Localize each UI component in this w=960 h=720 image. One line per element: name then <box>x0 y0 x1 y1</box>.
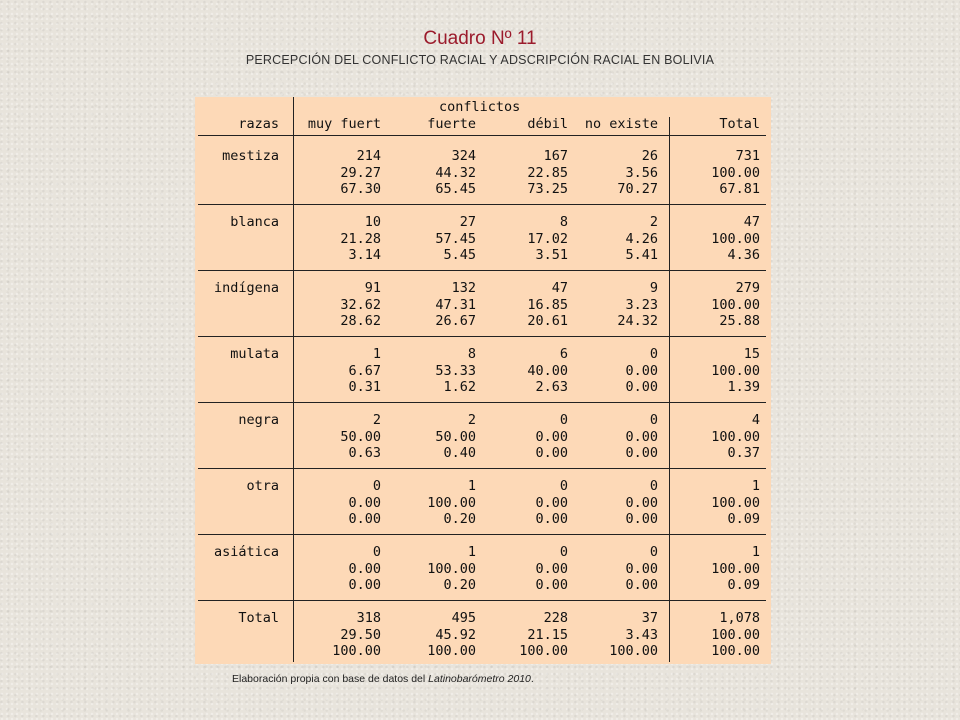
table-cell: 65.45 <box>435 181 476 197</box>
table-cell: 37 <box>641 610 658 626</box>
table-cell: 21.28 <box>340 230 381 247</box>
table-cell: 3.56 <box>625 164 658 181</box>
table-cell: 3.43 <box>625 626 658 643</box>
table-cell: 0 <box>559 478 568 494</box>
row-label: negra <box>238 412 279 428</box>
table-cell: 6.67 <box>348 362 381 379</box>
row-separator <box>198 600 766 601</box>
table-cell: 100.00 <box>519 643 568 659</box>
row-label: mestiza <box>222 148 279 164</box>
table-cell: 45.92 <box>435 626 476 643</box>
table-cell: 16.85 <box>527 296 568 313</box>
table-cell: 6 <box>559 346 568 362</box>
table-cell: 4.36 <box>727 247 760 263</box>
table-cell: 0 <box>649 544 658 560</box>
table-cell: 0.09 <box>727 577 760 593</box>
row-label: Total <box>238 610 279 626</box>
table-cell: 0.20 <box>443 511 476 527</box>
row-label: asiática <box>213 544 279 560</box>
table-cell: 0.00 <box>535 577 568 593</box>
row-separator <box>198 336 766 337</box>
table-cell: 24.32 <box>617 313 658 329</box>
table-cell: 47 <box>743 214 760 230</box>
table-cell: 26.67 <box>435 313 476 329</box>
table-cell: 10 <box>364 214 381 230</box>
table-cell: 0.00 <box>535 511 568 527</box>
table-cell: 132 <box>451 280 476 296</box>
table-cell: 0.31 <box>348 379 381 395</box>
table-cell: 73.25 <box>527 181 568 197</box>
table-cell: 0.00 <box>625 577 658 593</box>
crosstab-table <box>195 97 771 664</box>
table-cell: 21.15 <box>527 626 568 643</box>
table-cell: 0.00 <box>625 362 658 379</box>
table-cell: 0.00 <box>535 428 568 445</box>
table-cell: 3.51 <box>535 247 568 263</box>
table-cell: 70.27 <box>617 181 658 197</box>
row-separator <box>198 270 766 271</box>
table-cell: 22.85 <box>527 164 568 181</box>
row-label: otra <box>246 478 279 494</box>
table-cell: 0 <box>372 478 381 494</box>
table-cell: 5.45 <box>443 247 476 263</box>
table-cell: 228 <box>543 610 568 626</box>
table-cell: 4 <box>751 412 760 428</box>
table-cell: 100.00 <box>711 643 760 659</box>
source-caption <box>232 673 534 685</box>
table-cell: 1 <box>372 346 381 362</box>
table-cell: 3.14 <box>348 247 381 263</box>
caption-source: Latinobarómetro 2010 <box>428 673 531 685</box>
table-cell: 0.00 <box>625 560 658 577</box>
row-separator <box>198 534 766 535</box>
table-cell: 29.50 <box>340 626 381 643</box>
table-cell: 214 <box>356 148 381 164</box>
table-cell: 0 <box>649 478 658 494</box>
table-cell: 15 <box>743 346 760 362</box>
table-cell: 167 <box>543 148 568 164</box>
column-header-no-existe: no existe <box>584 116 658 132</box>
table-cell: 57.45 <box>435 230 476 247</box>
table-cell: 0 <box>649 412 658 428</box>
row-separator <box>198 402 766 403</box>
table-cell: 20.61 <box>527 313 568 329</box>
table-cell: 40.00 <box>527 362 568 379</box>
table-cell: 0 <box>649 346 658 362</box>
table-cell: 100.00 <box>427 560 476 577</box>
column-header-debil: débil <box>527 116 568 132</box>
table-cell: 27 <box>459 214 476 230</box>
table-cell: 26 <box>641 148 658 164</box>
table-cell: 4.26 <box>625 230 658 247</box>
table-cell: 1 <box>751 544 760 560</box>
row-label: blanca <box>230 214 279 230</box>
table-cell: 0.00 <box>348 577 381 593</box>
table-cell: 324 <box>451 148 476 164</box>
table-cell: 0.63 <box>348 445 381 461</box>
row-label-divider <box>293 97 294 662</box>
table-cell: 50.00 <box>435 428 476 445</box>
table-cell: 32.62 <box>340 296 381 313</box>
table-cell: 0.00 <box>535 445 568 461</box>
table-cell: 2.63 <box>535 379 568 395</box>
table-cell: 8 <box>467 346 476 362</box>
page-title: Cuadro Nº 11 <box>423 28 537 49</box>
table-cell: 0.00 <box>535 560 568 577</box>
table-cell: 1,078 <box>719 610 760 626</box>
table-cell: 0.00 <box>348 494 381 511</box>
table-cell: 25.88 <box>719 313 760 329</box>
table-cell: 100.00 <box>711 362 760 379</box>
table-cell: 100.00 <box>711 560 760 577</box>
row-header: razas <box>238 116 279 132</box>
row-separator <box>198 204 766 205</box>
table-cell: 0.00 <box>625 511 658 527</box>
table-cell: 1 <box>751 478 760 494</box>
caption-suffix: . <box>530 673 534 685</box>
table-cell: 44.32 <box>435 164 476 181</box>
table-cell: 0 <box>372 544 381 560</box>
table-cell: 53.33 <box>435 362 476 379</box>
row-label: indígena <box>213 280 279 296</box>
table-cell: 47 <box>551 280 568 296</box>
table-cell: 495 <box>451 610 476 626</box>
caption-prefix: Elaboración propia con base de datos del <box>232 673 429 685</box>
table-cell: 67.30 <box>340 181 381 197</box>
table-cell: 100.00 <box>427 494 476 511</box>
table-cell: 2 <box>467 412 476 428</box>
table-cell: 0.09 <box>727 511 760 527</box>
table-cell: 17.02 <box>527 230 568 247</box>
table-cell: 0.00 <box>625 428 658 445</box>
table-cell: 1 <box>467 544 476 560</box>
table-cell: 0.00 <box>625 379 658 395</box>
column-header-muy-fuert: muy fuert <box>307 116 381 132</box>
table-cell: 9 <box>649 280 658 296</box>
table-cell: 50.00 <box>340 428 381 445</box>
header-separator <box>198 135 766 136</box>
table-cell: 2 <box>372 412 381 428</box>
table-cell: 100.00 <box>711 230 760 247</box>
table-cell: 0.00 <box>625 445 658 461</box>
table-cell: 8 <box>559 214 568 230</box>
table-cell: 279 <box>735 280 760 296</box>
table-cell: 100.00 <box>427 643 476 659</box>
table-cell: 3.23 <box>625 296 658 313</box>
table-cell: 91 <box>364 280 381 296</box>
table-cell: 1.39 <box>727 379 760 395</box>
page-subtitle: PERCEPCIÓN DEL CONFLICTO RACIAL Y ADSCRIPCIÓN RACIAL EN BOLIVIA <box>245 53 715 67</box>
table-cell: 100.00 <box>711 296 760 313</box>
table-cell: 0.20 <box>443 577 476 593</box>
table-cell: 318 <box>356 610 381 626</box>
table-cell: 67.81 <box>719 181 760 197</box>
table-cell: 731 <box>735 148 760 164</box>
table-cell: 100.00 <box>711 428 760 445</box>
table-cell: 1.62 <box>443 379 476 395</box>
group-header: conflictos <box>439 99 521 115</box>
row-label: mulata <box>230 346 279 362</box>
row-separator <box>198 468 766 469</box>
table-cell: 0.00 <box>625 494 658 511</box>
table-cell: 0 <box>559 544 568 560</box>
table-cell: 100.00 <box>711 494 760 511</box>
table-cell: 0 <box>559 412 568 428</box>
table-cell: 47.31 <box>435 296 476 313</box>
table-cell: 0.00 <box>348 560 381 577</box>
total-column-divider <box>669 117 670 662</box>
column-header-total: Total <box>719 116 760 132</box>
table-cell: 5.41 <box>625 247 658 263</box>
table-cell: 0.00 <box>348 511 381 527</box>
column-header-fuerte: fuerte <box>427 116 476 132</box>
table-cell: 0.37 <box>727 445 760 461</box>
table-cell: 100.00 <box>711 164 760 181</box>
table-cell: 29.27 <box>340 164 381 181</box>
table-cell: 100.00 <box>609 643 658 659</box>
table-cell: 2 <box>649 214 658 230</box>
table-cell: 100.00 <box>332 643 381 659</box>
table-cell: 28.62 <box>340 313 381 329</box>
table-cell: 0.00 <box>535 494 568 511</box>
table-cell: 1 <box>467 478 476 494</box>
table-cell: 0.40 <box>443 445 476 461</box>
table-cell: 100.00 <box>711 626 760 643</box>
